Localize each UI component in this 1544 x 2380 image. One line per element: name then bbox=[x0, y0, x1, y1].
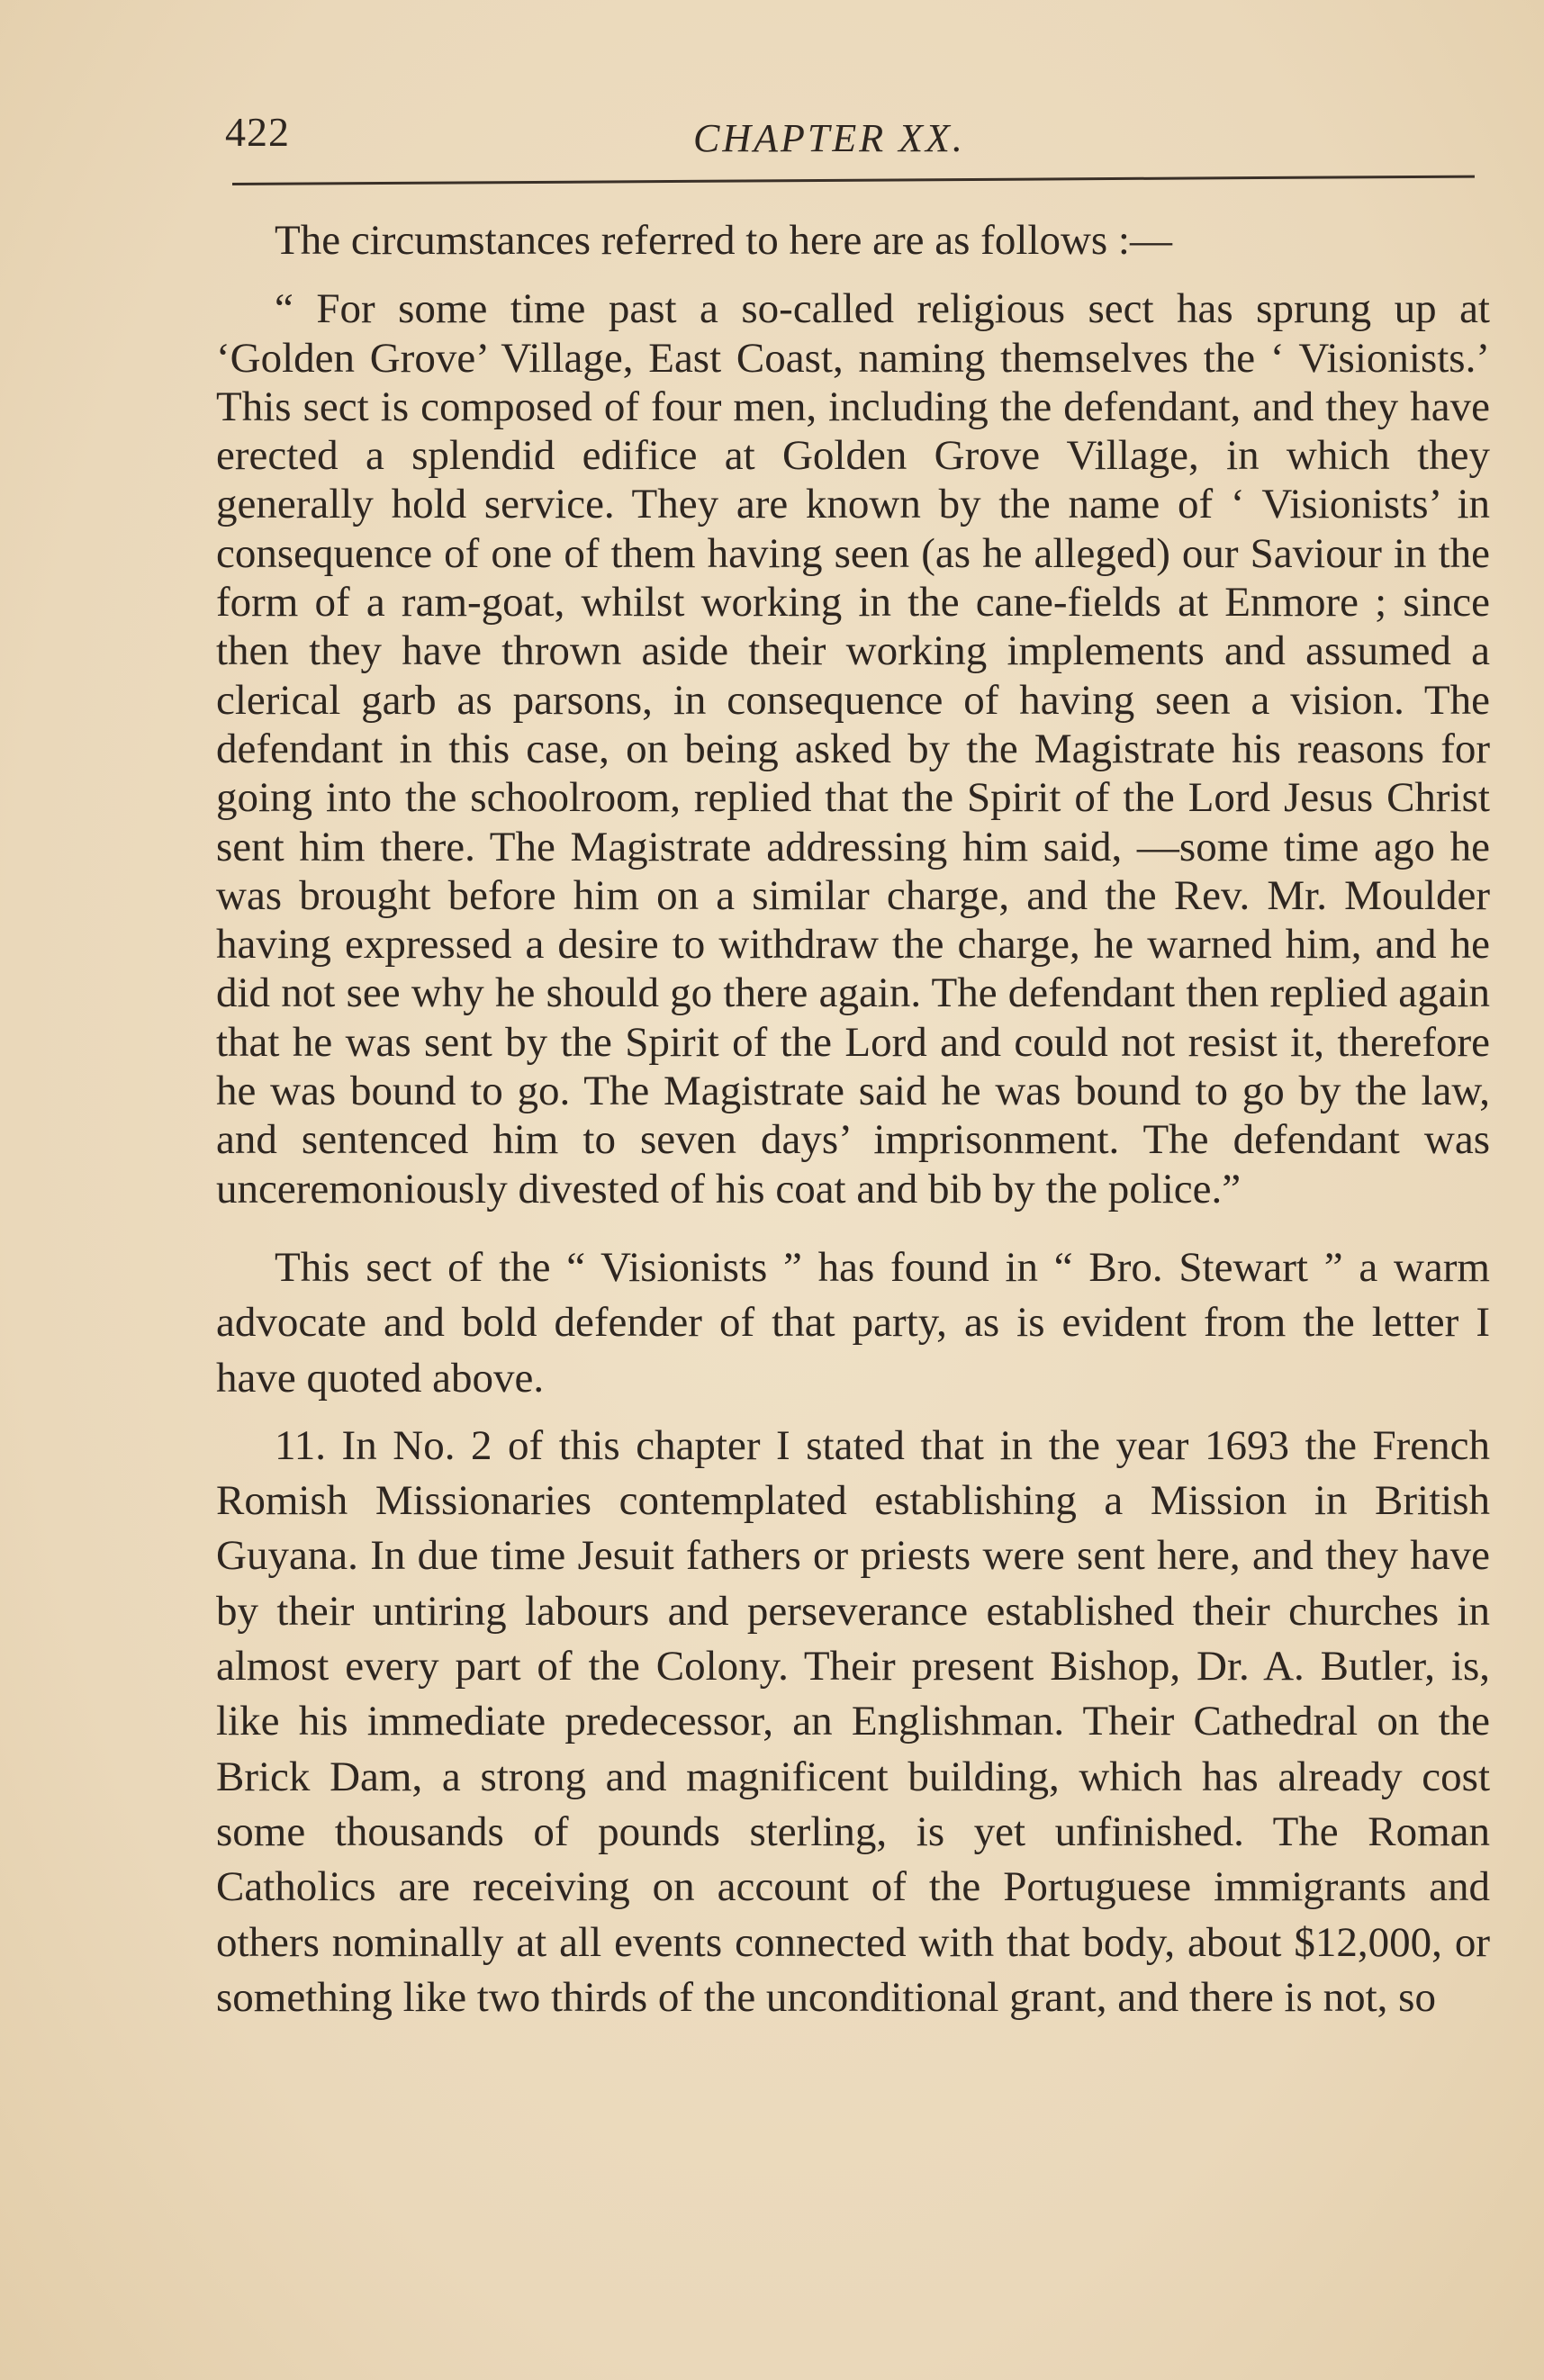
chapter-title: CHAPTER XX. bbox=[693, 116, 965, 160]
page-number: 422 bbox=[225, 109, 290, 155]
visionists-paragraph: This sect of the “ Visionists ” has found in “ Bro. Stewart ” a warm advocate and bold defender of that party, as is evident from the letter I have quoted above. bbox=[216, 1243, 1490, 1402]
quoted-report-paragraph: “ For some time past a so-called religious sect has sprung up at ‘Golden Grove’ Village, East Coast, naming themselves the ‘ Visionists.’ This sect is composed of four men, including the defendant, and they have erected a splendid edifice at Golden Grove Village, in which they generally hold service. They are known by the name of ‘ Visionists’ in consequence of one of them having seen (as he alleged) our Saviour in the form of a ram-goat, whilst working in the cane-fields at Enmore ; since then they have thrown aside their working implements and assumed a clerical garb as parsons, in consequence of having seen a vision. The defendant in this case, on being asked by the Magistrate his reasons for going into the schoolroom, replied that the Spirit of the Lord Jesus Christ sent him there. The Magistrate addressing him said, —some time ago he was brought before him on a similar charge, and the Rev. Mr. Moulder having expressed a desire to withdraw the charge, he warned him, and he did not see why he should go there again. The defendant then replied again that he was sent by the Spirit of the Lord and could not resist it, therefore he was bound to go. The Magistrate said he was bound to go by the law, and sentenced him to seven days’ imprisonment. The defendant was unceremoniously divested of his coat and bib by the police.” bbox=[216, 285, 1490, 1213]
intro-paragraph: The circumstances referred to here are as follows :— bbox=[275, 217, 1172, 264]
page-header bbox=[225, 108, 1481, 171]
header-rule bbox=[232, 176, 1475, 185]
section-11-paragraph: 11. In No. 2 of this chapter I stated that in the year 1693 the French Romish Missionaries contemplated establishing a Mission in British Guyana. In due time Jesuit fathers or priests were sent here, and they have by their untiring labours and perseverance established their churches in almost every part of the Colony. Their present Bishop, Dr. A. Butler, is, like his immediate predecessor, an Englishman. Their Cathedral on the Brick Dam, a strong and magnificent building, which has already cost some thousands of pounds sterling, is yet unfinished. The Roman Catholics are receiving on account of the Portuguese immigrants and others nominally at all events connected with that body, about $12,000, or something like two thirds of the unconditional grant, and there is not, so bbox=[216, 1421, 1490, 2021]
body-text bbox=[216, 216, 1490, 2025]
